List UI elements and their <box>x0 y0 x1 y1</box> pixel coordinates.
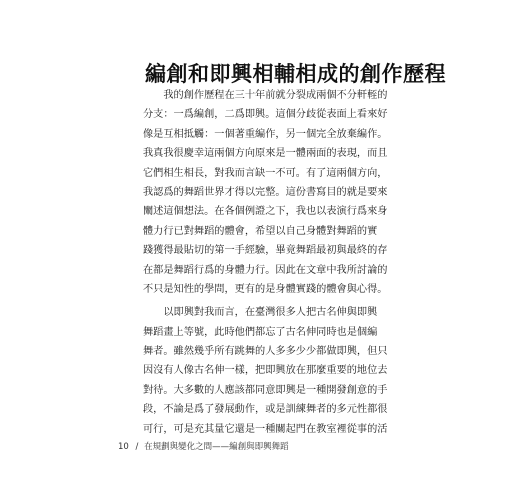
text-line: 以即興對我而言，在臺灣很多人把古名伸與即興 <box>143 307 378 319</box>
body-text <box>143 86 388 439</box>
text-line: 它們相生相長，對我而言缺一不可。有了這兩個方向， <box>143 167 388 179</box>
text-line: 體力行已對舞蹈的體會，希望以自己身體對舞蹈的實 <box>143 225 378 237</box>
paragraph-1 <box>143 86 388 299</box>
text-line: 段，不論是爲了發展動作，或是訓練舞者的多元性都很 <box>143 404 388 416</box>
book-title: 在規劃與變化之間——編創與即興舞蹈 <box>144 442 289 452</box>
footer-separator: / <box>135 442 139 452</box>
page-number: 10 <box>118 442 129 452</box>
page-footer <box>118 440 289 452</box>
text-line: 在都是舞蹈行爲的身體力行。因此在文章中我所討論的 <box>143 264 388 276</box>
page-title: 編創和即興相輔相成的創作歷程 <box>145 61 446 86</box>
text-line: 因沒有人像古名伸一樣，把即興放在那麼重要的地位去 <box>143 365 388 377</box>
text-line: 可行，可是充其量它還是一種關起門在教室裡從事的活 <box>143 423 388 435</box>
text-line: 對待。大多數的人應該都同意即興是一種開發創意的手 <box>143 384 388 396</box>
text-line: 舞蹈畫上等號，此時他們都忘了古名伸同時也是個編 <box>143 326 378 338</box>
text-line: 我真我很慶幸這兩個方向原來是一體兩面的表現，而且 <box>143 148 388 160</box>
text-line: 不只是知性的學問，更有的是身體實踐的體會與心得。 <box>143 283 388 295</box>
text-line: 舞者。雖然幾乎所有跳舞的人多多少少都做即興，但只 <box>143 346 388 358</box>
text-line: 我認爲的舞蹈世界才得以完整。這份書寫目的就是要來 <box>143 186 388 198</box>
text-line: 像是互相抵觸：一個著重編作，另一個完全放棄編作。 <box>143 128 388 140</box>
text-line: 踐獲得最貼切的第一手經驗，畢竟舞蹈最初與最終的存 <box>143 245 388 257</box>
paragraph-2 <box>143 303 388 439</box>
text-line: 我的創作歷程在三十年前就分裂成兩個不分軒輊的 <box>143 90 388 101</box>
text-line: 分支：一爲編創，二爲即興。這個分歧從表面上看來好 <box>143 109 388 121</box>
text-line: 闡述這個想法。在各個例證之下，我也以表演行爲來身 <box>143 206 388 218</box>
